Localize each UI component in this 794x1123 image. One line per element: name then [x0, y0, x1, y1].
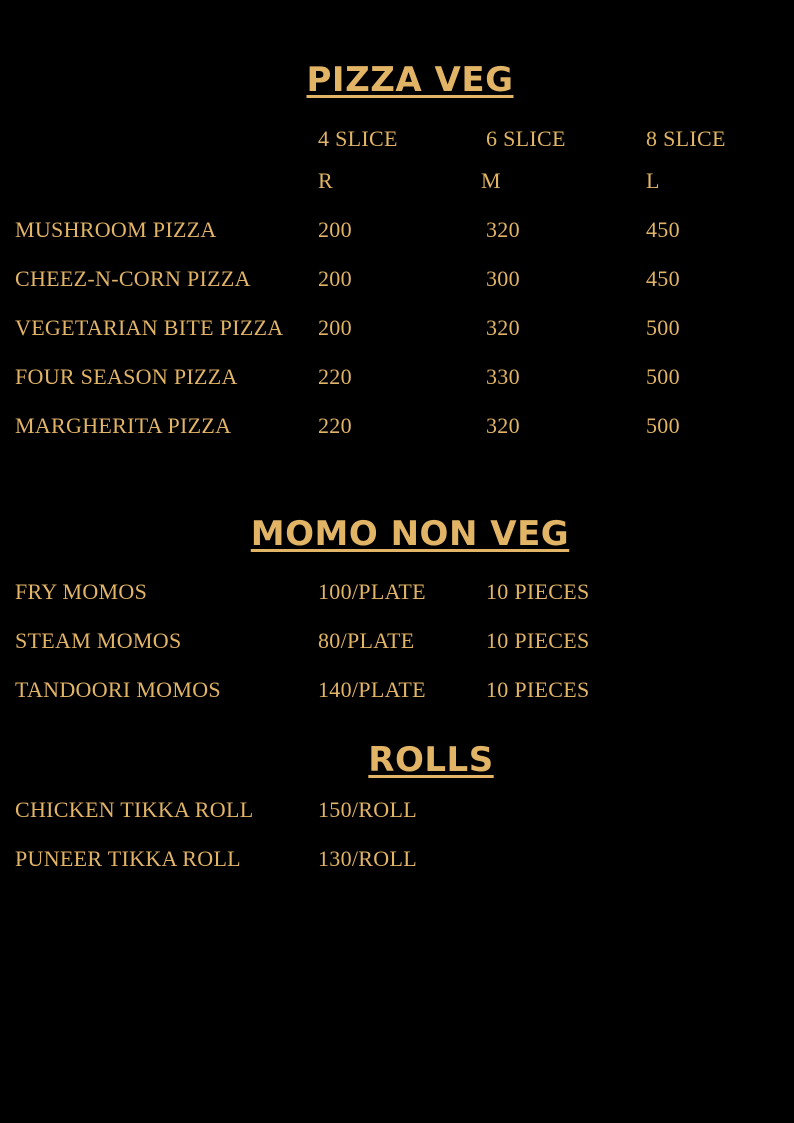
rolls-heading: ROLLS: [368, 740, 494, 780]
pizza-price-m: 320: [486, 217, 520, 242]
pizza-item-name: MARGHERITA PIZZA: [15, 413, 232, 438]
pizza-price-l: 500: [646, 413, 680, 438]
pizza-item-name: CHEEZ-N-CORN PIZZA: [15, 266, 251, 291]
momo-price: 100/PLATE: [318, 579, 426, 604]
header-6-slice: 6 SLICE: [486, 126, 566, 151]
momo-price: 140/PLATE: [318, 677, 426, 702]
pizza-price-l: 450: [646, 217, 680, 242]
header-size-r: R: [318, 168, 333, 193]
pizza-price-m: 320: [486, 315, 520, 340]
pizza-price-r: 220: [318, 364, 352, 389]
momo-quantity: 10 PIECES: [486, 677, 590, 702]
pizza-price-m: 320: [486, 413, 520, 438]
pizza-price-l: 500: [646, 364, 680, 389]
pizza-item-name: MUSHROOM PIZZA: [15, 217, 217, 242]
header-size-m: M: [481, 168, 501, 193]
momo-item-name: FRY MOMOS: [15, 579, 148, 604]
pizza-price-m: 330: [486, 364, 520, 389]
header-4-slice: 4 SLICE: [318, 126, 398, 151]
pizza-item-name: FOUR SEASON PIZZA: [15, 364, 238, 389]
momo-heading: MOMO NON VEG: [250, 514, 570, 554]
pizza-price-l: 500: [646, 315, 680, 340]
momo-quantity: 10 PIECES: [486, 628, 590, 653]
momo-item-name: TANDOORI MOMOS: [15, 677, 221, 702]
roll-price: 130/ROLL: [318, 846, 417, 871]
pizza-price-r: 200: [318, 217, 352, 242]
roll-item-name: PUNEER TIKKA ROLL: [15, 846, 241, 871]
pizza-price-r: 220: [318, 413, 352, 438]
header-8-slice: 8 SLICE: [646, 126, 726, 151]
pizza-item-name: VEGETARIAN BITE PIZZA: [15, 315, 284, 340]
momo-price: 80/PLATE: [318, 628, 415, 653]
pizza-price-r: 200: [318, 266, 352, 291]
pizza-price-l: 450: [646, 266, 680, 291]
roll-item-name: CHICKEN TIKKA ROLL: [15, 797, 254, 822]
momo-quantity: 10 PIECES: [486, 579, 590, 604]
pizza-price-m: 300: [486, 266, 520, 291]
momo-item-name: STEAM MOMOS: [15, 628, 182, 653]
roll-price: 150/ROLL: [318, 797, 417, 822]
pizza-price-r: 200: [318, 315, 352, 340]
pizza-heading: PIZZA VEG: [306, 60, 514, 100]
header-size-l: L: [646, 168, 660, 193]
